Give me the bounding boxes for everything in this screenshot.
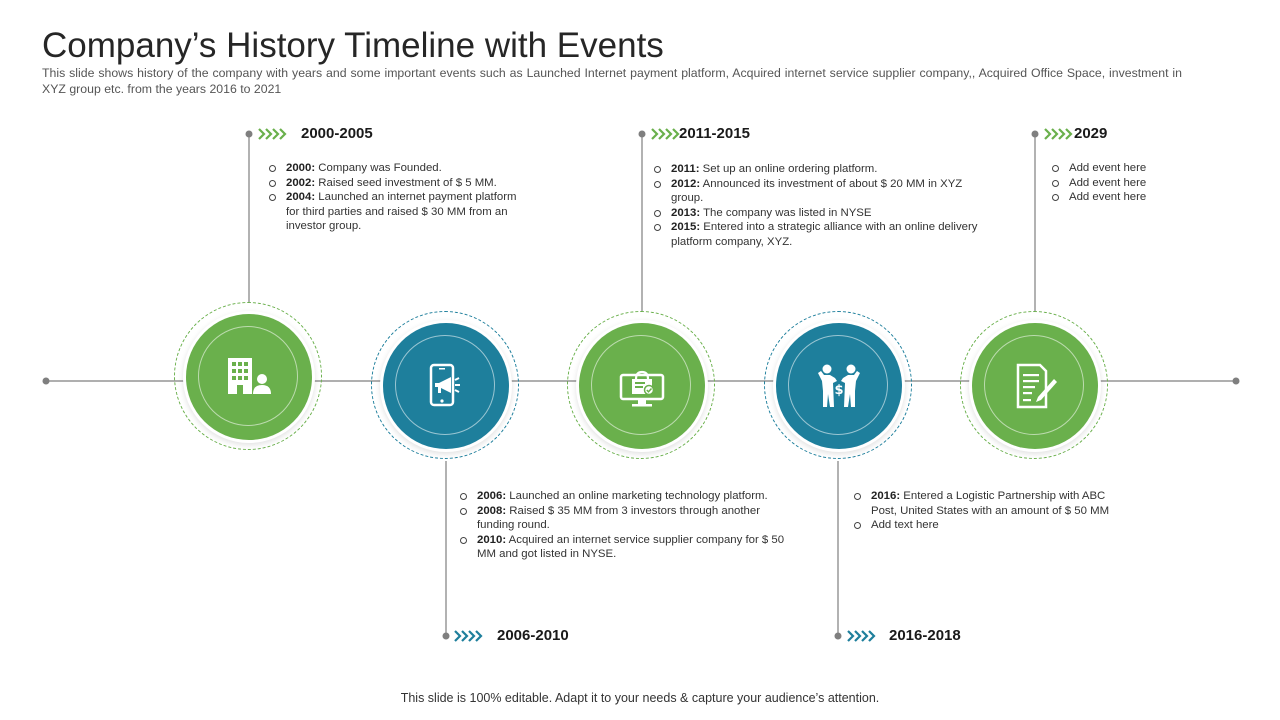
event-year: 2011: (671, 163, 700, 175)
slide-subtitle: This slide shows history of the company with years and some important events such as Launched Internet payment platform, Acquired internet service supplier company,, Acquired Office Space, investment in XYZ group etc. from the years 2016 to 2021 (42, 66, 1182, 96)
event-text: Raised seed investment of $ 5 MM. (315, 176, 497, 189)
partners-dollar-icon (814, 361, 864, 411)
milestone-node-5 (960, 311, 1110, 461)
event-year: 2008: (477, 504, 507, 517)
event-item (1051, 190, 1201, 205)
milestone-node-3 (567, 311, 717, 461)
mobile-megaphone-icon (421, 361, 471, 411)
event-item (653, 177, 989, 206)
event-text: Entered into a strategic alliance with an online delivery platform company, XYZ. (671, 221, 978, 248)
event-item (653, 206, 989, 221)
event-year: 2010: (477, 533, 507, 546)
event-list-3 (653, 162, 989, 249)
event-year: 2012: (671, 177, 701, 190)
milestone-node-2 (371, 311, 521, 461)
event-text: Add text here (871, 519, 939, 531)
event-item (268, 176, 530, 191)
chevrons-icon (846, 628, 878, 644)
event-text: The company was listed in NYSE (700, 206, 872, 219)
connector-dot-5 (1032, 131, 1039, 138)
connector-dot-2 (443, 633, 450, 640)
event-item (268, 190, 530, 234)
event-list-5 (1051, 161, 1201, 205)
event-year: 2004: (286, 191, 316, 203)
event-item (853, 489, 1111, 518)
period-label-2: 2006-2010 (497, 627, 569, 644)
event-year: 2000: (286, 162, 316, 174)
event-item (1051, 161, 1201, 176)
event-year: 2013: (671, 206, 701, 219)
office-building-person-icon (224, 352, 274, 402)
event-list-2 (459, 489, 795, 562)
period-label-1: 2000-2005 (301, 125, 373, 142)
event-text: Raised $ 35 MM from 3 investors through another funding round. (477, 504, 761, 531)
connector-dot-3 (639, 131, 646, 138)
event-text: Launched an internet payment platform for third parties and raised $ 30 MM from an investor group. (286, 191, 517, 232)
axis-end-dot (1233, 378, 1240, 385)
axis-start-dot (43, 378, 50, 385)
chevrons-icon (257, 126, 289, 142)
chevrons-icon (650, 126, 682, 142)
event-item (268, 161, 530, 176)
event-text: Add event here (1069, 191, 1147, 203)
chevrons-icon (453, 628, 485, 644)
event-year: 2016: (871, 490, 901, 502)
milestone-node-4 (764, 311, 914, 461)
period-label-3: 2011-2015 (679, 125, 750, 142)
event-item (459, 489, 795, 504)
slide-footer: This slide is 100% editable. Adapt it to your needs & capture your audience’s attention. (400, 691, 880, 705)
event-item (1051, 176, 1201, 191)
event-text: Announced its investment of about $ 20 MM in XYZ group. (671, 177, 963, 204)
event-text: Entered a Logistic Partnership with ABC Post, United States with an amount of $ 50 MM (871, 490, 1110, 517)
event-list-1 (268, 161, 530, 234)
event-year: 2002: (286, 176, 316, 189)
event-text: Company was Founded. (315, 162, 442, 174)
event-year: 2015: (671, 221, 701, 233)
milestone-node-1 (174, 302, 324, 452)
event-item (459, 504, 795, 533)
event-text: Add event here (1069, 176, 1147, 189)
event-item (853, 518, 1111, 533)
event-year: 2006: (477, 490, 507, 502)
event-text: Launched an online marketing technology platform. (506, 490, 768, 502)
event-item (653, 220, 989, 249)
online-shopping-monitor-icon (617, 361, 667, 411)
event-list-4 (853, 489, 1111, 533)
connector-dot-1 (246, 131, 253, 138)
slide-title: Company’s History Timeline with Events (42, 26, 664, 65)
period-label-4: 2016-2018 (889, 627, 961, 644)
svg-text:$: $ (834, 383, 844, 398)
event-item (459, 533, 795, 562)
connector-dot-4 (835, 633, 842, 640)
event-item (653, 162, 989, 177)
document-pencil-icon (1010, 361, 1060, 411)
chevrons-icon (1043, 126, 1075, 142)
event-text: Acquired an internet service supplier company for $ 50 MM and got listed in NYSE. (477, 533, 785, 560)
period-label-5: 2029 (1074, 125, 1108, 142)
event-text: Set up an online ordering platform. (699, 163, 878, 175)
event-text: Add event here (1069, 162, 1147, 174)
